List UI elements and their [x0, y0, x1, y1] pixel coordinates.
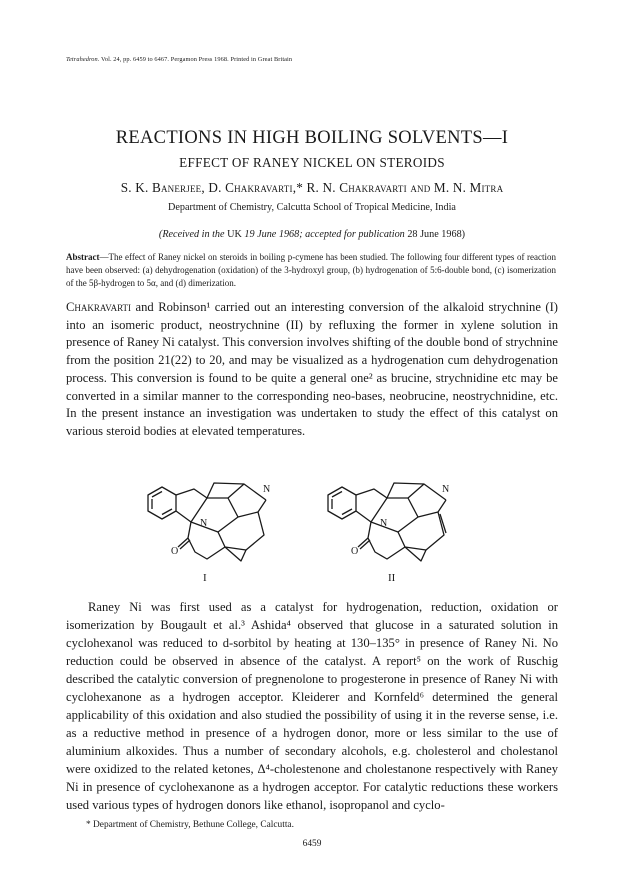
body-paragraph-2: Raney Ni was first used as a catalyst for hydrogenation, reduction, oxidation or isomerization by Bougault et al.³ Ashida⁴ observed that glucose in a saturated solution in cyclohexanol was reduced to d-sorbitol by heating at 130–135° in presence of Raney Ni. No reduction could be observed in absence of the catalyst. A report⁵ on the work of Ruschig described the catalytic conversion of pregnenolone to progesterone in presence of Raney Ni with cyclohexanone as a hydrogen acceptor. Kleiderer and Kornfeld⁶ determined the general applicability of this oxidation and also studied the possibility of using it in the reverse sense, i.e. as a reductive method in presence of a hydrogen donor, more or less similar to the use of aluminium alkoxides. Thus a number of secondary alcohols, e.g. cholesterol and cholestanol were oxidized to the related ketones, Δ⁴-cholestenone and cholestanone respectively with Raney Ni in presence of cyclohexanone as a hydrogen acceptor. For catalytic reductions these workers used various types of hydrogen donors like ethanol, isopropanol and cyclo- [66, 600, 558, 812]
received-uk: UK [227, 229, 242, 240]
received-line [0, 229, 624, 240]
received-date-2: 28 June 1968) [407, 229, 466, 240]
atom-n-label-1: N [263, 484, 271, 495]
abstract-lead: Abstract [66, 252, 100, 262]
atom-n-label-3: N [442, 484, 450, 495]
paper-subtitle: EFFECT OF RANEY NICKEL ON STEROIDS [179, 155, 445, 170]
received-prefix: (Received in the [158, 229, 228, 240]
structure-label-1: I [203, 572, 207, 584]
received-date-1: 19 June 1968; accepted for publication [241, 229, 408, 240]
atom-n-label-4: N [380, 518, 388, 529]
abstract-text: —The effect of Raney nickel on steroids in boiling p-cymene has been studied. The following four different types of reaction have been observed: (a) dehydrogenation (oxidation) of the 3-hydroxyl group, (b) hydrogenation of 5:6-double bond, (c) isomerization of the 5β-hydrogen to 5α, and (d) dimerization. [66, 252, 556, 288]
author-list: S. K. Banerjee, D. Chakravarti,* R. N. Chakravarti and M. N. Mitra [120, 180, 504, 195]
running-header [66, 56, 292, 63]
intro-text: and Robinson¹ carried out an interesting conversion of the alkaloid strychnine (I) into an isomeric product, neostrychnine (II) by refluxing the former in xylene solution in presence of Raney Ni catalyst. This conversion involves shifting of the double bond of strychnine from the position 21(22) to 20, and may be visualized as a hydrogenation cum dehydrogenation process. This conversion is found to be quite a general one² as brucine, strychnidine etc may be converted in a similar manner to the corresponding neo-bases, neobrucine, neostrychnidine, etc. In the present instance an investigation was undertaken to study the effect of this catalyst on various steroid bodies at elevated temperatures. [66, 300, 558, 438]
paper-title: REACTIONS IN HIGH BOILING SOLVENTS—I [115, 128, 509, 148]
intro-lead: Chakravarti [66, 300, 132, 314]
structure-label-2: II [388, 572, 396, 584]
journal-name: Tetrahedron. [66, 56, 100, 63]
journal-details: Vol. 24, pp. 6459 to 6467. Pergamon Press 1968. Printed in Great Britain [101, 56, 293, 63]
atom-o-label-1: O [171, 546, 179, 557]
affiliation: Department of Chemistry, Calcutta School of Tropical Medicine, India [168, 202, 456, 213]
footnote: * Department of Chemistry, Bethune College, Calcutta. [86, 820, 294, 830]
page-number: 6459 [302, 839, 322, 849]
atom-n-label-2: N [200, 518, 208, 529]
abstract [66, 251, 556, 290]
atom-o-label-2: O [351, 546, 359, 557]
strychnine-structures [0, 462, 624, 582]
intro-paragraph [66, 299, 558, 441]
